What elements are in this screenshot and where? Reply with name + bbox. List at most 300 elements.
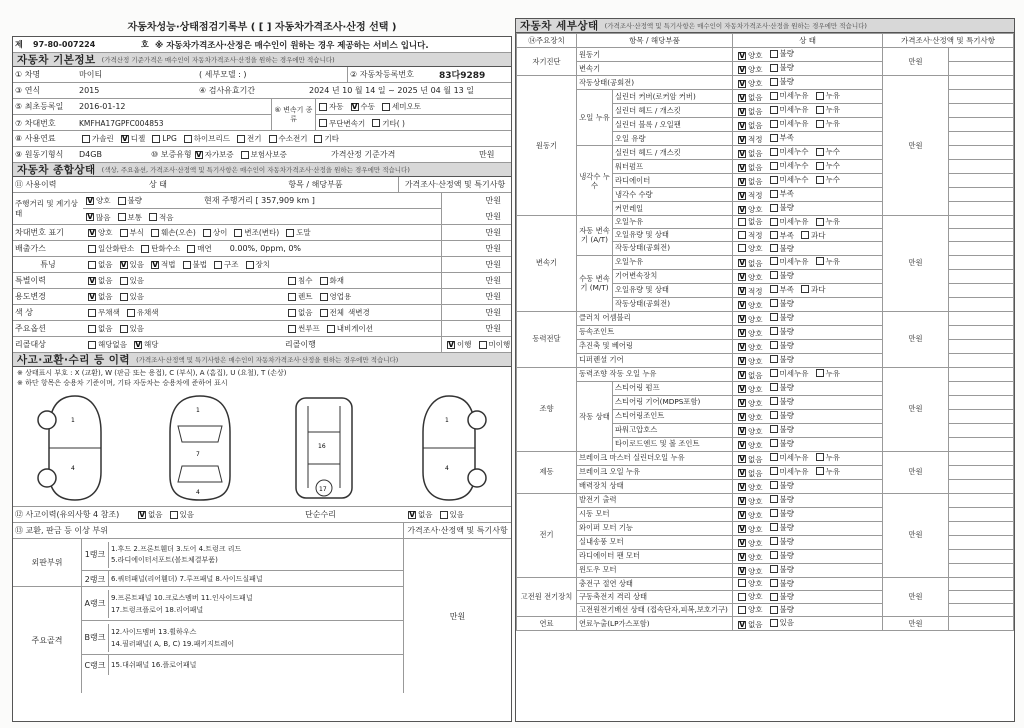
- detail-status: V 없음 미세누유 누유: [733, 451, 883, 465]
- status-checkbox[interactable]: [770, 619, 778, 627]
- detail-item: 고전원전기배선 상태 (접속단자,피복,보호기구): [577, 603, 733, 616]
- status-checkbox[interactable]: V: [739, 162, 746, 172]
- detail-price: 만원: [883, 216, 949, 312]
- checkbox-cvt[interactable]: [319, 119, 327, 127]
- status-checkbox[interactable]: [770, 148, 778, 156]
- status-checkbox[interactable]: [738, 579, 746, 587]
- detail-note: [949, 577, 1014, 590]
- status-checkbox[interactable]: [816, 148, 824, 156]
- detail-status: V 양호 불량: [733, 311, 883, 325]
- status-checkbox[interactable]: V: [739, 619, 746, 629]
- status-checkbox[interactable]: [770, 327, 778, 335]
- car-diagrams: [13, 389, 511, 507]
- status-checkbox[interactable]: [770, 509, 778, 517]
- status-checkbox[interactable]: [770, 355, 778, 363]
- status-checkbox[interactable]: [816, 176, 824, 184]
- status-checkbox[interactable]: [816, 369, 824, 377]
- engine-type-value: D4GB: [79, 150, 102, 159]
- detail-status: V 양호 불량: [733, 507, 883, 521]
- detail-note: [949, 132, 1014, 146]
- status-checkbox[interactable]: [770, 218, 778, 226]
- status-checkbox[interactable]: V: [739, 426, 746, 436]
- status-checkbox[interactable]: V: [739, 482, 746, 492]
- doc-number-row: [13, 37, 511, 53]
- detail-item: 윈도우 모터: [577, 563, 733, 577]
- status-checkbox[interactable]: [770, 162, 778, 170]
- detail-status: V 적정 부족: [733, 132, 883, 146]
- detail-status: V 없음 미세누유 누유: [733, 90, 883, 104]
- overall-col-headers: ⑪ 사용이력 상 태 항목 / 해당부품 가격조사·산정액 및 특기사항: [13, 177, 511, 193]
- detail-group-name: 전기: [517, 493, 577, 577]
- detail-item: 변속기: [577, 62, 733, 76]
- detail-group-name: 고전원 전기장치: [517, 577, 577, 617]
- detail-status: 적정 부족 과다: [733, 229, 883, 242]
- status-checkbox[interactable]: [816, 106, 824, 114]
- status-checkbox[interactable]: [770, 244, 778, 252]
- detail-note: [949, 617, 1014, 631]
- detail-note: [949, 229, 1014, 242]
- detail-group-name: 원동기: [517, 76, 577, 216]
- row-accident-history: ⑫ 사고이력(유의사항 4 참조) V 없음 있음 단순수리 V 없음 있음: [13, 507, 511, 523]
- status-checkbox[interactable]: [770, 495, 778, 503]
- detail-price: 만원: [883, 493, 949, 577]
- detail-note: [949, 590, 1014, 603]
- car-name-value: 마이티: [79, 70, 103, 79]
- status-checkbox[interactable]: [770, 523, 778, 531]
- status-checkbox[interactable]: [770, 231, 778, 239]
- detail-status: V 적정 부족 과다: [733, 283, 883, 297]
- detail-note: [949, 269, 1014, 283]
- detail-item: 오일 유량: [613, 132, 733, 146]
- status-checkbox[interactable]: [770, 453, 778, 461]
- status-checkbox[interactable]: [770, 50, 778, 58]
- detail-item: 실린더 커버(로커암 커버): [613, 90, 733, 104]
- status-checkbox[interactable]: V: [739, 510, 746, 520]
- doc-notice: ※ 자동차가격조사·산정은 매수인이 원하는 경우 제공하는 서비스 입니다.: [155, 40, 429, 51]
- overall-header: 자동차 종합상태 (색상, 주요옵션, 가격조사·산정액 및 특기사항은 매수인이 자동차가격조사·산정을 원하는 경우에만 적습니다): [13, 163, 511, 177]
- status-checkbox[interactable]: [770, 190, 778, 198]
- detail-item: 냉각수 수량: [613, 188, 733, 202]
- detail-status: V 없음 있음: [733, 617, 883, 631]
- status-checkbox[interactable]: [770, 606, 778, 614]
- detail-note: [949, 174, 1014, 188]
- detail-item: 클러치 어셈블리: [577, 311, 733, 325]
- detail-status: V 없음 미세누유 누유: [733, 255, 883, 269]
- status-checkbox[interactable]: [801, 285, 809, 293]
- detail-price: 만원: [883, 311, 949, 367]
- row-year: ③ 연식 2015 ④ 검사유효기간 2024 년 10 월 14 일 ~ 2025 년 04 월 13 일: [13, 83, 511, 99]
- detail-note: [949, 62, 1014, 76]
- detail-status: V 없음 미세누수 누수: [733, 146, 883, 160]
- row-recall: 리콜대상 해당없음 V 해당 리콜이행 V 이행 미이행: [13, 337, 511, 353]
- detail-row: [517, 493, 1014, 507]
- detail-item: 오일누유: [613, 216, 733, 229]
- status-checkbox[interactable]: [738, 244, 746, 252]
- status-checkbox[interactable]: V: [739, 566, 746, 576]
- status-checkbox[interactable]: [770, 551, 778, 559]
- detail-status: V 양호 불량: [733, 381, 883, 395]
- status-checkbox[interactable]: V: [739, 370, 746, 380]
- detail-status: V 양호 불량: [733, 202, 883, 216]
- row-car-name: ① 차명 마이티 ( 세부모델 : ) ② 자동차등록번호 83다9289: [13, 67, 511, 83]
- detail-status: 양호 불량: [733, 242, 883, 255]
- detail-group-name: 제동: [517, 451, 577, 493]
- detail-item: 실내송풍 모터: [577, 535, 733, 549]
- detail-note: [949, 255, 1014, 269]
- row-options: 주요옵션 없음 있음 썬루프 내비게이션 만원: [13, 321, 511, 337]
- detail-row: [517, 76, 1014, 90]
- detail-item: 실린더 헤드 / 개스킷: [613, 104, 733, 118]
- detail-table: ⑭주요장치 항목 / 해당부품 상 태 가격조사·산정액 및 특기사항 자기진단 원동기 V 양호 불량 만원 변속기 V 양호 불량 원동기 작동상태(공회전) V 양호 불량 만원 오일 누유 실린더 커버(로커암 커버) V 없음 미세누유 누유 실린더 헤드 / 개스킷 V 없음 미세누유 누유 실린더 블록 / 오일팬 V 없음 미세누유 누유 오일 유량 V 적정 부족 냉각수 누수 실린더 헤드 / 개스킷 V 없음 미세누수 누수 워터펌프 V 없음 미세누수 누수 라디에이터 V 없음 미세누수 누수 냉각수 수량 V 적정 부족 커먼레일 V 양호 불량 변속기 자동 변속기 (A/T) 오일누유 없음 미세누유 누유 만원 오일유량 및 상태 적정 부족 과다 작동상태(공회전) 양호 불량 수동 변속기 (M/T) 오일누유 V 없음 미세누유 누유 기어변속장치 V 양호 불량 오일유량 및 상태 V 적정 부족 과다 작동상태(공회전) V 양호 불량 동력전달 클러치 어셈블리 V 양호 불량 만원 등속조인트 V 양호 불량 추진축 및 베어링 V 양호 불량 디퍼렌셜 기어 V 양호 불량 조향 동력조향 작동 오일 누유 V 없음 미세누유 누유 만원 작동 상태 스티어링 펌프 V 양호 불량 스티어링 기어(MDPS포함) V 양호 불량 스티어링조인트 V 양호 불량 파워고압호스 V 양호 불량 타이로드엔드 및 볼 조인트 V 양호 불량 제동 브레이크 마스터 실린더오일 누유 V 없음 미세누유 누유 만원 브레이크 오일 누유 V 없음 미세누유 누유 배력장치 상태 V 양호 불량 전기 발전기 출력 V 양호 불량 만원 시동 모터 V 양호 불량 와이퍼 모터 기능 V 양호 불량 실내송풍 모터 V 양호 불량 라디에이터 팬 모터 V 양호 불량 윈도우 모터 V 양호 불량 고전원 전기장치 충전구 절연 상태 양호 불량 만원 구동축전지 격리 상태 양호 불량 고전원전기배선 상태 (접속단자,피복,보호기구) 양호 불량 연료 연료누출(LP가스포함) V 없음 있음 만원: [516, 33, 1014, 631]
- detail-status: V 양호 불량: [733, 521, 883, 535]
- detail-status: V 양호 불량: [733, 62, 883, 76]
- status-checkbox[interactable]: V: [739, 176, 746, 186]
- status-checkbox[interactable]: [816, 92, 824, 100]
- detail-status: V 양호 불량: [733, 395, 883, 409]
- detail-note: [949, 311, 1014, 325]
- status-checkbox[interactable]: [770, 411, 778, 419]
- detail-row: [517, 451, 1014, 465]
- detail-status: V 양호 불량: [733, 437, 883, 451]
- status-checkbox[interactable]: V: [739, 286, 746, 296]
- detail-status: V 양호 불량: [733, 48, 883, 62]
- status-checkbox[interactable]: [770, 313, 778, 321]
- detail-item: 파워고압호스: [613, 423, 733, 437]
- status-checkbox[interactable]: [770, 285, 778, 293]
- status-checkbox[interactable]: V: [739, 190, 746, 200]
- detail-item: 브레이크 마스터 실린더오일 누유: [577, 451, 733, 465]
- row-fuel: ⑧ 사용연료 가솔린 V 디젤 LPG 하이브리드 전기 수소전기 기타: [13, 131, 511, 147]
- checkbox-manual[interactable]: V: [351, 101, 358, 111]
- status-checkbox[interactable]: V: [739, 538, 746, 548]
- accident-legend: ※ 상태표시 부호 : X (교환), W (판금 또는 용접), C (부식), A (흠집), U (요철), T (손상) ※ 하단 항목은 승용차 기준이며, 기타 자동차는 승용차에 준하여 표시: [17, 369, 287, 387]
- status-checkbox[interactable]: [770, 439, 778, 447]
- detail-note: [949, 325, 1014, 339]
- status-checkbox[interactable]: V: [739, 552, 746, 562]
- detail-item: 오일유량 및 상태: [613, 229, 733, 242]
- detail-item: 오일유량 및 상태: [613, 283, 733, 297]
- detail-item: 타이로드엔드 및 볼 조인트: [613, 437, 733, 451]
- status-checkbox[interactable]: V: [739, 314, 746, 324]
- detail-row: [517, 367, 1014, 381]
- status-checkbox[interactable]: V: [739, 78, 746, 88]
- parts-col-headers: ⑬ 교환, 판금 등 이상 부위 가격조사·산정액 및 특기사항: [13, 523, 511, 539]
- svg-text:16: 16: [318, 442, 326, 450]
- detail-status: V 없음 미세누유 누유: [733, 367, 883, 381]
- status-checkbox[interactable]: V: [739, 384, 746, 394]
- car-top-icon: [160, 392, 240, 504]
- detail-item: 워터펌프: [613, 160, 733, 174]
- detail-note: [949, 465, 1014, 479]
- status-checkbox[interactable]: [770, 383, 778, 391]
- detail-group-name: 동력전달: [517, 311, 577, 367]
- status-checkbox[interactable]: V: [739, 204, 746, 214]
- svg-text:4: 4: [444, 464, 449, 472]
- detail-note: [949, 242, 1014, 255]
- detail-status: V 없음 미세누수 누수: [733, 174, 883, 188]
- detail-subgroup: 수동 변속기 (M/T): [577, 255, 613, 311]
- detail-note: [949, 353, 1014, 367]
- svg-text:1: 1: [444, 416, 449, 424]
- detail-price: 만원: [883, 48, 949, 76]
- detail-item: 실린더 블록 / 오일팬: [613, 118, 733, 132]
- validity-value: 2024 년 10 월 14 일 ~ 2025 년 04 월 13 일: [309, 86, 475, 95]
- detail-note: [949, 160, 1014, 174]
- status-checkbox[interactable]: V: [739, 106, 746, 116]
- car-left-side-icon: [35, 392, 115, 504]
- row-color: 색 상 무채색 유채색 없음 전체 색변경 만원: [13, 305, 511, 321]
- detail-item: 커먼레일: [613, 202, 733, 216]
- status-checkbox[interactable]: V: [739, 356, 746, 366]
- status-checkbox[interactable]: [770, 257, 778, 265]
- detail-item: 원동기: [577, 48, 733, 62]
- svg-text:1: 1: [195, 406, 200, 414]
- svg-text:1: 1: [71, 416, 76, 424]
- detail-note: [949, 521, 1014, 535]
- detail-status: V 양호 불량: [733, 423, 883, 437]
- detail-status: V 양호 불량: [733, 353, 883, 367]
- detail-note: [949, 507, 1014, 521]
- detail-status: V 양호 불량: [733, 563, 883, 577]
- status-checkbox[interactable]: [816, 467, 824, 475]
- detail-subgroup: 자동 변속기 (A/T): [577, 216, 613, 256]
- status-checkbox[interactable]: [770, 481, 778, 489]
- detail-item: 라디에이터 팬 모터: [577, 549, 733, 563]
- transmission-options: 자동 V 수동 세미오토: [316, 99, 511, 115]
- row-usage-change: 용도변경 V 없음 있음 렌트 영업용 만원: [13, 289, 511, 305]
- status-checkbox[interactable]: [770, 120, 778, 128]
- status-checkbox[interactable]: [770, 341, 778, 349]
- detail-row: [517, 617, 1014, 631]
- status-checkbox[interactable]: V: [739, 272, 746, 282]
- detail-status: V 양호 불량: [733, 493, 883, 507]
- detail-row: [517, 48, 1014, 62]
- detail-note: [949, 216, 1014, 229]
- detail-status: V 양호 불량: [733, 297, 883, 311]
- status-checkbox[interactable]: V: [739, 328, 746, 338]
- right-column: [515, 18, 1015, 722]
- detail-status: 양호 불량: [733, 603, 883, 616]
- status-checkbox[interactable]: [770, 425, 778, 433]
- current-mileage: 현재 주행거리 [ 357,909 km ]: [204, 196, 315, 205]
- status-checkbox[interactable]: [770, 579, 778, 587]
- detail-status: 양호 불량: [733, 590, 883, 603]
- status-checkbox[interactable]: V: [739, 454, 746, 464]
- detail-status: 없음 미세누유 누유: [733, 216, 883, 229]
- detail-status: V 없음 미세누수 누수: [733, 160, 883, 174]
- detail-item: 동력조향 작동 오일 누유: [577, 367, 733, 381]
- detail-item: 브레이크 오일 누유: [577, 465, 733, 479]
- detail-note: [949, 535, 1014, 549]
- status-checkbox[interactable]: [738, 218, 746, 226]
- detail-price: 만원: [883, 76, 949, 216]
- status-checkbox[interactable]: V: [739, 524, 746, 534]
- status-checkbox[interactable]: V: [739, 64, 746, 74]
- checkbox-other[interactable]: [372, 119, 380, 127]
- status-checkbox[interactable]: [770, 593, 778, 601]
- detail-note: [949, 90, 1014, 104]
- checkbox-semi-auto[interactable]: [382, 103, 390, 111]
- detail-item: 발전기 출력: [577, 493, 733, 507]
- detail-note: [949, 603, 1014, 616]
- status-checkbox[interactable]: V: [739, 342, 746, 352]
- status-checkbox[interactable]: [816, 453, 824, 461]
- status-checkbox[interactable]: [770, 397, 778, 405]
- detail-note: [949, 118, 1014, 132]
- detail-status: V 없음 미세누유 누유: [733, 465, 883, 479]
- detail-status: V 양호 불량: [733, 76, 883, 90]
- detail-item: 충전구 절연 상태: [577, 577, 733, 590]
- detail-status: V 양호 불량: [733, 549, 883, 563]
- detail-note: [949, 283, 1014, 297]
- status-checkbox[interactable]: [816, 120, 824, 128]
- svg-text:7: 7: [195, 450, 200, 458]
- detail-price: 만원: [883, 367, 949, 451]
- detail-group-name: 조향: [517, 367, 577, 451]
- detail-item: 배력장치 상태: [577, 479, 733, 493]
- status-checkbox[interactable]: [770, 271, 778, 279]
- status-checkbox[interactable]: [801, 231, 809, 239]
- detail-group-name: 자기진단: [517, 48, 577, 76]
- detail-item: 작동상태(공회전): [613, 242, 733, 255]
- detail-price: 만원: [883, 451, 949, 493]
- doc-no-prefix: 제: [15, 40, 23, 49]
- detail-item: 기어변속장치: [613, 269, 733, 283]
- status-checkbox[interactable]: [770, 134, 778, 142]
- detail-row: [517, 216, 1014, 229]
- status-checkbox[interactable]: [770, 64, 778, 72]
- registration-number: 83다9289: [439, 71, 486, 81]
- status-checkbox[interactable]: [770, 467, 778, 475]
- detail-note: [949, 395, 1014, 409]
- detail-item: 실린더 헤드 / 개스킷: [613, 146, 733, 160]
- detail-group-name: 연료: [517, 617, 577, 631]
- detail-status: V 없음 미세누유 누유: [733, 104, 883, 118]
- first-registration-value: 2016-01-12: [79, 102, 126, 111]
- detail-note: [949, 381, 1014, 395]
- status-checkbox[interactable]: V: [739, 398, 746, 408]
- detail-status: V 양호 불량: [733, 479, 883, 493]
- detail-subgroup: 작동 상태: [577, 381, 613, 451]
- status-checkbox[interactable]: V: [739, 468, 746, 478]
- detail-status: V 양호 불량: [733, 325, 883, 339]
- detail-item: 시동 모터: [577, 507, 733, 521]
- detail-note: [949, 146, 1014, 160]
- detail-note: [949, 409, 1014, 423]
- parts-grid: 외판부위 1랭크 1.후드 2.프론트휀더 3.도어 4.트렁크 리드 5.라디에이터서포트(볼트체결부품) 2랭크 6.쿼터패널(리어휀더) 7.루프패널 8.사이드실패널 주요골격 A랭크 9.프론트패널 10.크로스멤버 11.인사이드패널 17.트렁크플로어 18.리어패널 B랭크 12.사이드멤버 13.휠하우스 14.필러패널( A, B, C) 19.패키지트레이 C랭크 15.대쉬패널 16.플로어패널 만원: [13, 539, 511, 693]
- status-checkbox[interactable]: [770, 106, 778, 114]
- detail-item: 작동상태(공회전): [613, 297, 733, 311]
- detail-note: [949, 493, 1014, 507]
- detail-note: [949, 48, 1014, 62]
- detail-item: 스티어링 기어(MDPS포함): [613, 395, 733, 409]
- row-mileage: 주행거리 및 계기상태 V 양호 불량 현재 주행거리 [ 357,909 km ] V 많음 보통 적음 만원 만원: [13, 193, 511, 225]
- document-title: 자동차성능·상태점검기록부 ( [ ] 자동차가격조사·산정 선택 ): [127, 22, 397, 33]
- status-checkbox[interactable]: [816, 218, 824, 226]
- status-checkbox[interactable]: [816, 162, 824, 170]
- detail-item: 연료누출(LP가스포함): [577, 617, 733, 631]
- car-right-side-icon: [409, 392, 489, 504]
- detail-status: V 적정 부족: [733, 188, 883, 202]
- detail-row: [517, 311, 1014, 325]
- row-vin-plate: 차대번호 표기 V 양호 부식 훼손(오손) 상이 변조(변타) 도말 만원: [13, 225, 511, 241]
- detail-note: [949, 104, 1014, 118]
- status-checkbox[interactable]: V: [739, 258, 746, 268]
- status-checkbox[interactable]: V: [739, 92, 746, 102]
- status-checkbox[interactable]: [770, 78, 778, 86]
- status-checkbox[interactable]: V: [739, 412, 746, 422]
- detail-note: [949, 451, 1014, 465]
- status-checkbox[interactable]: V: [739, 50, 746, 60]
- detail-subgroup: 오일 누유: [577, 90, 613, 146]
- detail-item: 구동축전지 격리 상태: [577, 590, 733, 603]
- row-special: 특별이력 V 없음 있음 침수 화재 만원: [13, 273, 511, 289]
- status-checkbox[interactable]: [770, 537, 778, 545]
- status-checkbox[interactable]: V: [739, 120, 746, 130]
- status-checkbox[interactable]: [770, 176, 778, 184]
- doc-no-suffix: 호: [141, 40, 149, 49]
- detail-status: V 없음 미세누유 누유: [733, 118, 883, 132]
- svg-text:4: 4: [195, 488, 200, 496]
- status-checkbox[interactable]: [770, 204, 778, 212]
- status-checkbox[interactable]: V: [739, 134, 746, 144]
- detail-note: [949, 339, 1014, 353]
- status-checkbox[interactable]: [738, 606, 746, 614]
- row-tuning: 튜닝 없음 V 있음 V 적법 불법 구조 장치 만원: [13, 257, 511, 273]
- status-checkbox[interactable]: [770, 299, 778, 307]
- status-checkbox[interactable]: V: [739, 148, 746, 158]
- detail-item: 오일누유: [613, 255, 733, 269]
- detail-item: 라디에이터: [613, 174, 733, 188]
- svg-text:17: 17: [319, 485, 327, 493]
- detail-item: 디퍼렌셜 기어: [577, 353, 733, 367]
- detail-status: V 양호 불량: [733, 269, 883, 283]
- detail-note: [949, 297, 1014, 311]
- checkbox-auto[interactable]: [319, 103, 327, 111]
- detail-price: 만원: [883, 617, 949, 631]
- detail-row: [517, 577, 1014, 590]
- car-frame-icon: [284, 392, 364, 504]
- detail-status: 양호 불량: [733, 577, 883, 590]
- detail-note: [949, 479, 1014, 493]
- status-checkbox[interactable]: [770, 565, 778, 573]
- year-value: 2015: [79, 86, 100, 95]
- doc-no-value: 97-80-007224: [33, 40, 96, 49]
- detail-item: 스티어링 펌프: [613, 381, 733, 395]
- detail-item: 추진축 및 베어링: [577, 339, 733, 353]
- status-checkbox[interactable]: V: [739, 496, 746, 506]
- detail-note: [949, 76, 1014, 90]
- accident-header: 사고·교환·수리 등 이력 (가격조사·산정액 및 특기사항은 매수인이 자동차가격조사·산정을 원하는 경우에만 적습니다): [13, 353, 511, 367]
- detail-note: [949, 202, 1014, 216]
- detail-item: 스티어링조인트: [613, 409, 733, 423]
- status-checkbox[interactable]: [816, 257, 824, 265]
- detail-note: [949, 437, 1014, 451]
- detail-note: [949, 188, 1014, 202]
- status-checkbox[interactable]: [770, 92, 778, 100]
- detail-note: [949, 549, 1014, 563]
- detail-price: 만원: [883, 577, 949, 617]
- status-checkbox[interactable]: [738, 231, 746, 239]
- status-checkbox[interactable]: [738, 593, 746, 601]
- status-checkbox[interactable]: V: [739, 440, 746, 450]
- detail-note: [949, 423, 1014, 437]
- status-checkbox[interactable]: V: [739, 300, 746, 310]
- detail-note: [949, 563, 1014, 577]
- left-column: [12, 36, 512, 722]
- detail-status: V 양호 불량: [733, 409, 883, 423]
- status-checkbox[interactable]: [770, 369, 778, 377]
